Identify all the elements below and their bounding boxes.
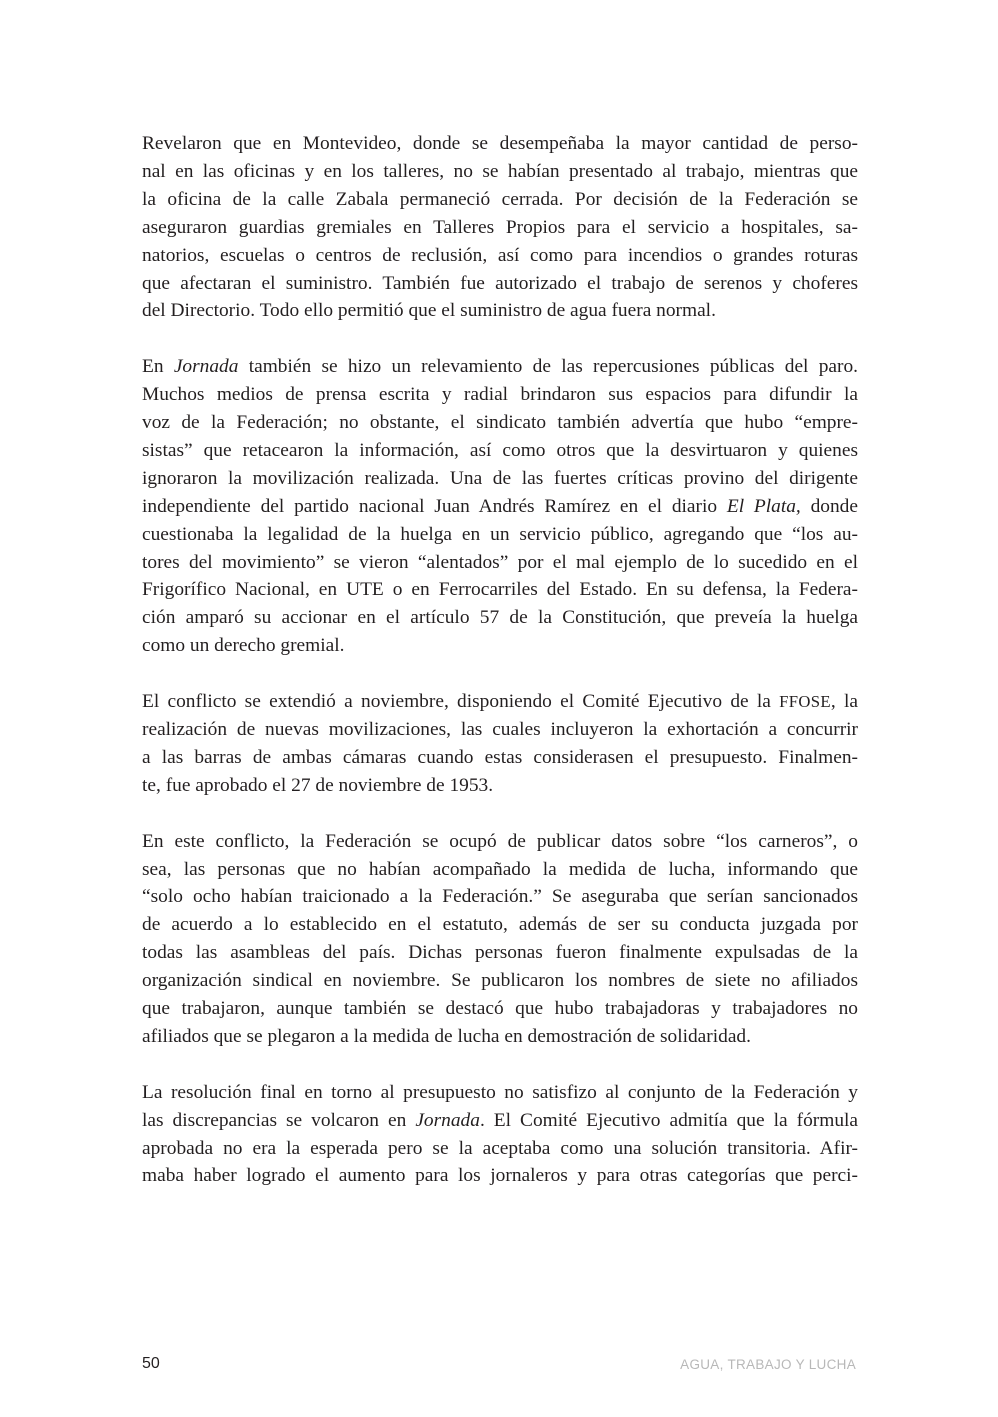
text-line: del Directorio. Todo ello permitió que el suministro de agua fuera normal. (142, 300, 716, 322)
text-line: La resolución final en torno al presupuesto no satisfizo al conjunto de la Federación y (142, 1081, 858, 1103)
text-line: aseguraron guardias gremiales en Talleres Propios para el servicio a hospitales, sa- (142, 216, 858, 238)
text-line: En este conflicto, la Federación se ocupó de publicar datos sobre “los carneros”, o (142, 830, 858, 852)
text-line: El conflicto se extendió a noviembre, disponiendo el Comité Ejecutivo de la FFOSE, la (142, 691, 858, 713)
text-line: Frigorífico Nacional, en UTE o en Ferrocarriles del Estado. En su defensa, la Federa- (142, 579, 858, 601)
paragraph (142, 1079, 858, 1191)
paragraph (142, 130, 858, 325)
text-line: natorios, escuelas o centros de reclusión, así como para incendios o grandes roturas (142, 244, 858, 266)
text-line: organización sindical en noviembre. Se publicaron los nombres de siete no afiliados (142, 970, 858, 992)
text-line: realización de nuevas movilizaciones, las cuales incluyeron la exhortación a concurrir (142, 719, 858, 740)
text-line: todas las asambleas del país. Dichas personas fueron finalmente expulsadas de la (142, 942, 858, 964)
text-line: a las barras de ambas cámaras cuando estas considerasen el presupuesto. Finalmen- (142, 746, 858, 768)
text-line: voz de la Federación; no obstante, el sindicato también advertía que hubo “empre- (142, 412, 858, 434)
text-line: Muchos medios de prensa escrita y radial brindaron sus espacios para difundir la (142, 384, 858, 406)
text-line: ción amparó su accionar en el artículo 57 de la Constitución, que preveía la huelga (142, 607, 858, 629)
text-line: cuestionaba la legalidad de la huelga en un servicio público, agregando que “los au- (142, 523, 858, 545)
text-line: maba haber logrado el aumento para los jornaleros y para otras categorías que perci- (142, 1165, 858, 1187)
text-line: aprobada no era la esperada pero se la aceptaba como una solución transitoria. Afir- (142, 1137, 858, 1159)
text-line: afiliados que se plegaron a la medida de lucha en demostración de solidaridad. (142, 1025, 751, 1047)
text-line: sistas” que retacearon la información, así como otros que la desvirtuaron y quienes (142, 439, 858, 461)
text-line: tores del movimiento” se vieron “alentados” por el mal ejemplo de lo sucedido en el (142, 551, 858, 573)
text-line: sea, las personas que no habían acompañado la medida de lucha, informando que (142, 858, 858, 880)
text-line: las discrepancias se volcaron en Jornada. El Comité Ejecutivo admitía que la fórmula (142, 1109, 859, 1131)
text-line: ignoraron la movilización realizada. Una de las fuertes críticas provino del dirigente (142, 467, 858, 489)
running-title: AGUA, TRABAJO Y LUCHA (680, 1357, 856, 1372)
text-line: “solo ocho habían traicionado a la Federación.” Se aseguraba que serían sancionados (142, 886, 858, 908)
paragraph (142, 688, 858, 800)
text-line: que trabajaron, aunque también se destacó que hubo trabajadoras y trabajadores no (142, 998, 858, 1020)
paragraph (142, 353, 858, 660)
text-line: independiente del partido nacional Juan Andrés Ramírez en el diario El Plata, donde (142, 495, 858, 517)
text-line: la oficina de la calle Zabala permaneció cerrada. Por decisión de la Federación se (142, 188, 858, 210)
text-line: de acuerdo a lo establecido en el estatuto, además de ser su conducta juzgada por (142, 914, 858, 936)
text-line: nal en las oficinas y en los talleres, no se habían presentado al trabajo, mientras que (142, 160, 858, 182)
text-line: Revelaron que en Montevideo, donde se desempeñaba la mayor cantidad de perso- (142, 133, 858, 154)
text-line: que afectaran el suministro. También fue autorizado el trabajo de serenos y choferes (142, 272, 858, 294)
body-text (142, 130, 858, 1190)
page-number: 50 (142, 1355, 160, 1372)
text-line: En Jornada también se hizo un relevamiento de las repercusiones públicas del paro. (142, 356, 859, 378)
text-line: como un derecho gremial. (142, 635, 345, 657)
paragraph (142, 828, 858, 1051)
text-line: te, fue aprobado el 27 de noviembre de 1953. (142, 774, 494, 796)
